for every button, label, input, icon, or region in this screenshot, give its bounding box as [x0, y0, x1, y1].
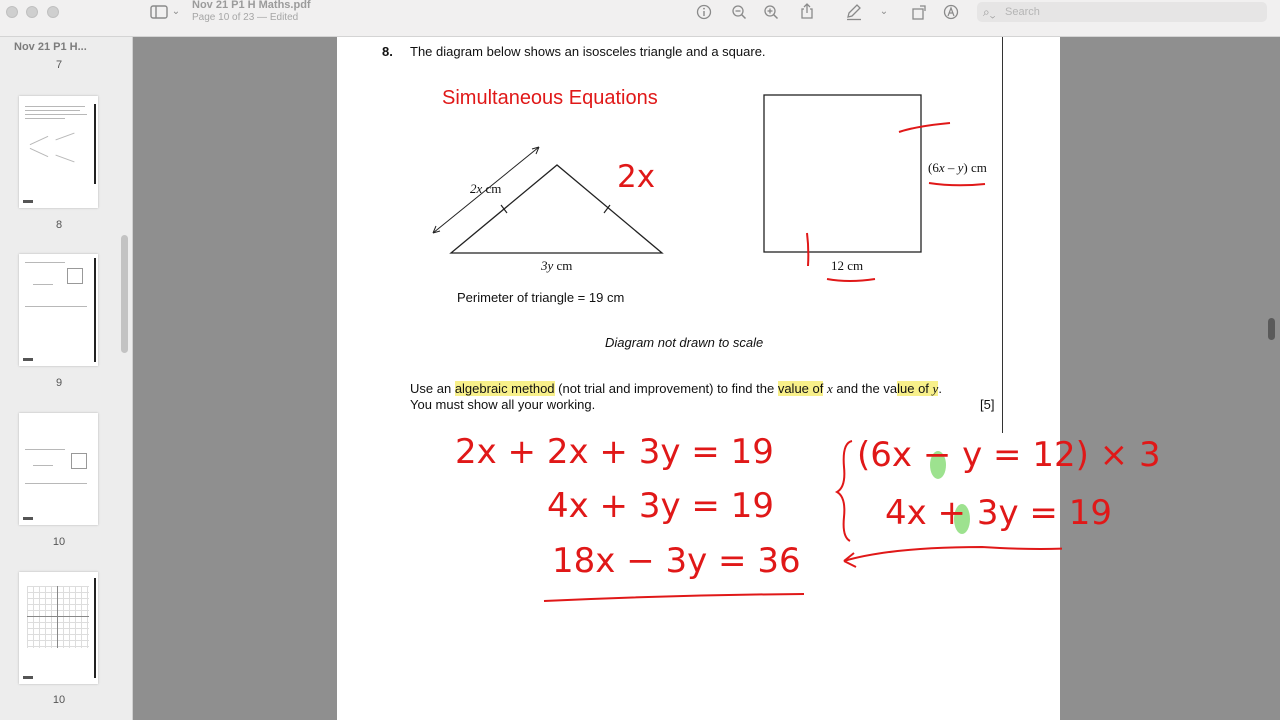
triangle-side-label: 2x cm — [470, 181, 502, 196]
margin-line — [1002, 37, 1003, 433]
square-diagram — [757, 91, 1002, 296]
info-icon[interactable] — [695, 2, 713, 22]
share-icon[interactable] — [798, 2, 816, 22]
thumbnail-page-label: 7 — [55, 59, 63, 71]
brace-equation-1: (6x − y = 12) × 3 — [857, 435, 1161, 475]
thumbnail-page-label: 9 — [55, 377, 63, 389]
page-thumbnail-8[interactable] — [19, 96, 98, 208]
working-line-2: 4x + 3y = 19 — [547, 486, 774, 526]
chevron-down-icon[interactable]: ⌄ — [879, 6, 889, 17]
page-thumbnail-10-current[interactable] — [19, 572, 98, 684]
working-line-3: 18x − 3y = 36 — [552, 541, 801, 581]
heading-annotation: Simultaneous Equations — [442, 87, 658, 109]
search-placeholder: Search — [1005, 6, 1040, 18]
scale-note: Diagram not drawn to scale — [605, 335, 764, 350]
page-thumbnail-10[interactable] — [19, 413, 98, 525]
page-thumbnail-9[interactable] — [19, 254, 98, 366]
zoom-in-icon[interactable] — [762, 2, 780, 22]
sidebar-title: Nov 21 P1 H... — [14, 41, 87, 53]
thumbnail-page-label: 10 — [52, 536, 66, 548]
triangle-base-label: 3y cm — [541, 258, 573, 273]
zoom-window-button[interactable] — [47, 6, 59, 18]
square-bottom-label: 12 cm — [831, 258, 864, 273]
rotate-icon[interactable] — [910, 2, 928, 22]
close-window-button[interactable] — [6, 6, 18, 18]
sidebar-toggle-icon[interactable] — [150, 2, 168, 22]
minimize-window-button[interactable] — [26, 6, 38, 18]
accessibility-icon[interactable] — [942, 2, 960, 22]
thumbnail-page-label: 10 — [52, 694, 66, 706]
document-subtitle: Page 10 of 23 — Edited — [192, 12, 299, 23]
working-line-1: 2x + 2x + 3y = 19 — [455, 432, 774, 472]
instruction-line-2: You must show all your working. — [410, 397, 596, 412]
chevron-down-icon[interactable]: ⌄ — [171, 6, 181, 17]
thumbnail-page-label: 8 — [55, 219, 63, 231]
search-field[interactable] — [977, 2, 1267, 22]
square-side-label: (6x – y) cm — [928, 160, 987, 175]
question-intro: The diagram below shows an isosceles triangle and a square. — [410, 44, 766, 59]
isosceles-triangle-diagram — [427, 137, 667, 267]
thumbnail-sidebar — [0, 37, 133, 720]
document-scrollbar[interactable] — [1268, 318, 1275, 340]
marks-label: [5] — [980, 397, 995, 412]
sidebar-scrollbar[interactable] — [121, 235, 128, 353]
pdf-page — [337, 37, 1161, 720]
instruction-line-1: Use an algebraic method (not trial and improvement) to find the value of x and the value of y. — [410, 381, 942, 396]
zoom-out-icon[interactable] — [730, 2, 748, 22]
markup-pen-icon[interactable] — [844, 2, 864, 22]
brace-equation-2: 4x + 3y = 19 — [885, 493, 1112, 533]
handwritten-side-label: 2x — [617, 159, 656, 195]
document-title: Nov 21 P1 H Maths.pdf — [192, 0, 311, 11]
perimeter-text: Perimeter of triangle = 19 cm — [457, 290, 625, 305]
question-number: 8. — [382, 44, 393, 59]
search-icon: ⌕⌄ — [983, 5, 996, 19]
toolbar — [0, 0, 1280, 37]
